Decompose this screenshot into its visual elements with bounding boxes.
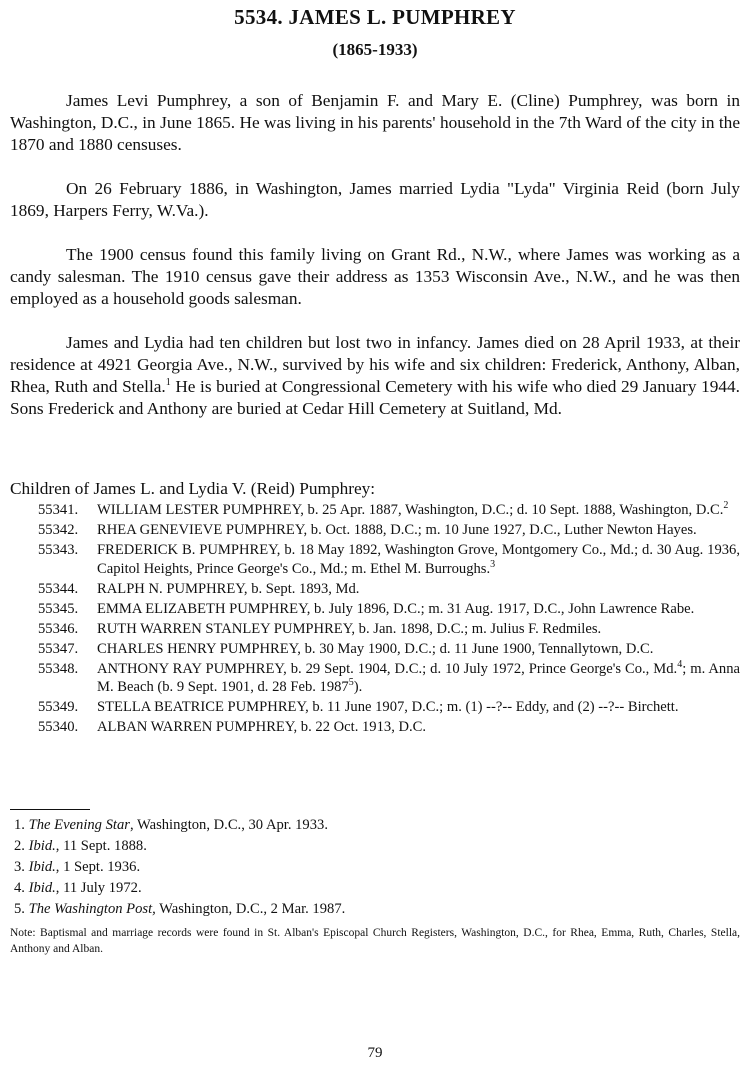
page-number: 79 (367, 1045, 383, 1061)
paragraph (10, 178, 740, 222)
child-number: 55349. (38, 699, 79, 715)
footnote-number: 2. (14, 838, 25, 854)
child-text (97, 521, 740, 540)
biography-body (10, 90, 740, 442)
child-text (97, 541, 740, 578)
paragraph (10, 90, 740, 156)
child-text-main: FREDERICK B. PUMPHREY, b. 18 May 1892, Washington Grove, Montgomery Co., Md.; d. 30 Aug. 1936, Capitol Heights, Prince George's Co., Md.; m. Ethel M. Burroughs. (97, 542, 740, 577)
paragraph-text: James Levi Pumphrey, a son of Benjamin F. and Mary E. (Cline) Pumphrey, was born in Washington, D.C., in June 1865. He was living in his parents' household in the 7th Ward of the city in the 1870 and 1880 censuses. (10, 91, 740, 154)
footnote-detail: , 11 Sept. 1888. (55, 838, 147, 854)
child-number: 55343. (38, 542, 79, 558)
footnote (14, 815, 345, 836)
paragraph-text: James and Lydia had ten children but lost two in infancy. James died on 28 April 1933, at their residence at 4921 Georgia Ave., N.W., survived by his wife and six children: Frederick, Anthony, Alban, Rhea, Ruth and Stella. (10, 333, 740, 396)
child-number: 55346. (38, 620, 79, 637)
footnote-number: 1. (14, 817, 25, 833)
child-entry (38, 620, 740, 639)
footnote (14, 836, 345, 857)
child-entry (38, 501, 740, 520)
child-number: 55340. (38, 719, 79, 735)
paragraph (10, 332, 740, 420)
footnote-detail: , Washington, D.C., 30 Apr. 1933. (129, 817, 328, 833)
page-subtitle-dates: (1865-1933) (332, 40, 418, 59)
child-number: 55344. (38, 580, 79, 597)
child-entry (38, 541, 740, 578)
child-number: 55341. (38, 502, 79, 518)
footnotes (14, 815, 345, 920)
child-entry (38, 580, 740, 599)
note-text: Note: Baptismal and marriage records were found in St. Alban's Episcopal Church Registers, Washington, D.C., for Rhea, Emma, Ruth, Charles, Stella, Anthony and Alban. (10, 927, 740, 955)
child-entry (38, 698, 740, 717)
child-number: 55347. (38, 640, 79, 657)
child-text-main: STELLA BEATRICE PUMPHREY, b. 11 June 1907, D.C.; m. (1) --?-- Eddy, and (2) --?-- Birchett. (97, 699, 679, 715)
child-entry (38, 718, 740, 737)
paragraph (10, 244, 740, 310)
child-text (97, 501, 740, 520)
paragraph-text: The 1900 census found this family living on Grant Rd., N.W., where James was working as a candy salesman. The 1910 census gave their address as 1353 Wisconsin Ave., N.W., and he was then employed as a household goods salesman. (10, 245, 740, 308)
child-text (97, 698, 740, 717)
footnote-number: 3. (14, 859, 25, 875)
child-number: 55342. (38, 522, 79, 538)
child-text-main: RALPH N. PUMPHREY, b. Sept. 1893, Md. (97, 580, 360, 597)
child-entry (38, 660, 740, 697)
child-text (97, 640, 740, 659)
footnote-source: The Evening Star (28, 817, 130, 833)
footnote (14, 878, 345, 899)
child-text-main: EMMA ELIZABETH PUMPHREY, b. July 1896, D.C.; m. 31 Aug. 1917, D.C., John Lawrence Rabe. (97, 600, 695, 617)
child-text-main: RUTH WARREN STANLEY PUMPHREY, b. Jan. 1898, D.C.; m. Julius F. Redmiles. (97, 620, 602, 637)
child-entry (38, 600, 740, 619)
child-text (97, 580, 740, 599)
child-entry (38, 640, 740, 659)
child-number: 55348. (38, 660, 79, 677)
footnote-detail: , 11 July 1972. (55, 880, 142, 896)
footnote-detail: Washington, D.C., 2 Mar. 1987. (155, 901, 346, 917)
footnote-divider (10, 809, 90, 810)
child-number: 55345. (38, 600, 79, 617)
child-text-main: RHEA GENEVIEVE PUMPHREY, b. Oct. 1888, D.C.; m. 10 June 1927, D.C., Luther Newton Hayes. (97, 522, 697, 538)
page-title: 5534. JAMES L. PUMPHREY (234, 5, 516, 29)
footnote-detail: , 1 Sept. 1936. (55, 859, 141, 875)
footnote-number: 4. (14, 880, 25, 896)
child-text-main: WILLIAM LESTER PUMPHREY, b. 25 Apr. 1887, Washington, D.C.; d. 10 Sept. 1888, Washington, D.C. (97, 502, 724, 518)
child-text-main: ALBAN WARREN PUMPHREY, b. 22 Oct. 1913, D.C. (97, 719, 427, 735)
child-text (97, 620, 740, 639)
footnote-source: Ibid. (28, 859, 56, 875)
footnote (14, 857, 345, 878)
child-text-main: CHARLES HENRY PUMPHREY, b. 30 May 1900, D.C.; d. 11 June 1900, Tennallytown, D.C. (97, 640, 654, 657)
footnote-source: The Washington Post, (28, 901, 156, 917)
footnote-ref: 1 (165, 377, 171, 389)
footnote (14, 899, 345, 920)
footnote-ref: 4 (677, 658, 683, 670)
paragraph-text: On 26 February 1886, in Washington, James married Lydia "Lyda" Virginia Reid (born July 1869, Harpers Ferry, W.Va.). (10, 179, 740, 220)
footnote-source: Ibid. (28, 838, 56, 854)
footnote-ref: 5 (348, 677, 354, 689)
child-text (97, 718, 740, 737)
footnote-ref: 3 (490, 558, 496, 570)
child-text (97, 600, 740, 619)
child-text-cont: ; m. Anna M. Beach (b. 9 Sept. 1901, d. 28 Feb. 1987 (97, 660, 741, 695)
child-entry (38, 521, 740, 540)
footnote-ref: 2 (723, 500, 729, 512)
footnote-number: 5. (14, 901, 25, 917)
children-heading: Children of James L. and Lydia V. (Reid) Pumphrey: (10, 479, 376, 498)
footnote-source: Ibid. (28, 880, 56, 896)
child-text-main: ANTHONY RAY PUMPHREY, b. 29 Sept. 1904, D.C.; d. 10 July 1972, Prince George's Co., Md. (97, 660, 678, 677)
child-text-cont: ). (353, 679, 363, 695)
children-list (38, 501, 740, 738)
child-text (97, 660, 740, 697)
paragraph-text: He is buried at Congressional Cemetery with his wife who died 29 January 1944. Sons Frederick and Anthony are buried at Cedar Hill Cemetery at Suitland, Md. (10, 377, 741, 418)
